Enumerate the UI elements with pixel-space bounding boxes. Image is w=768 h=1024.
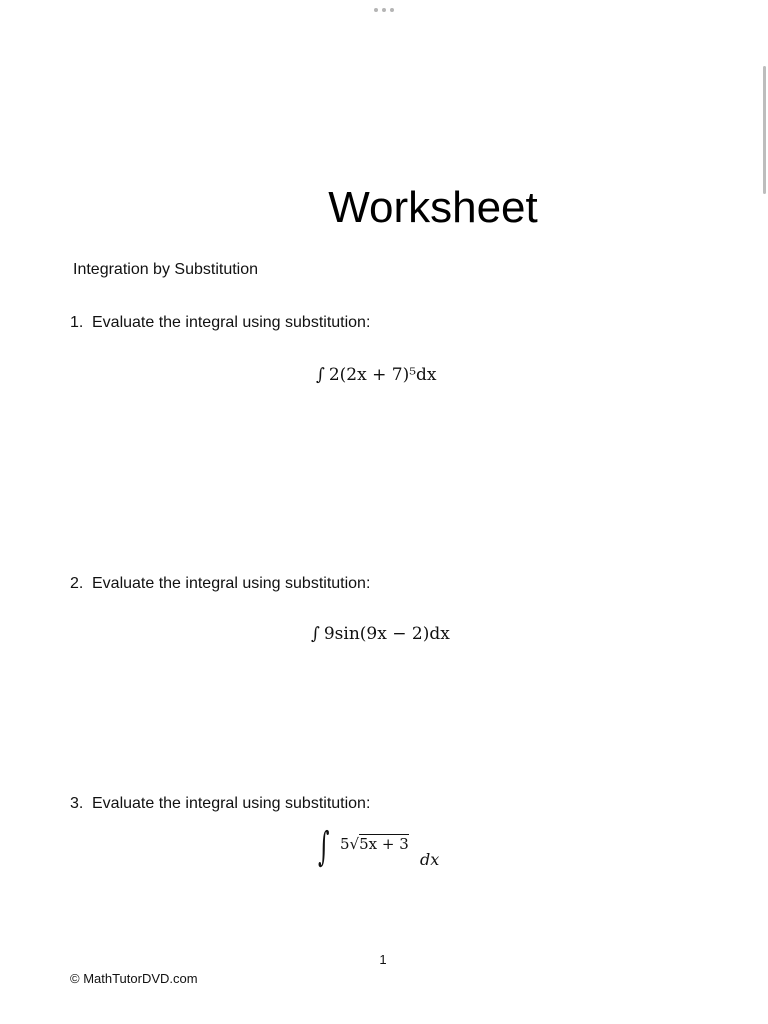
radicand: 5x + 3 (359, 835, 409, 853)
copyright-footer: © MathTutorDVD.com (70, 971, 198, 986)
problem-number: 3. (70, 795, 84, 812)
integral-sign: ∫ (311, 624, 320, 644)
problem-3-denominator: dx (420, 850, 440, 869)
dot (374, 8, 378, 12)
integrand: 9sin(9x − 2)dx (323, 624, 450, 644)
page-number: 1 (379, 952, 387, 967)
problem-text: Evaluate the integral using substitution: (92, 795, 371, 812)
dot (390, 8, 394, 12)
integrand: 2(2x + 7)⁵dx (328, 365, 437, 385)
integral-sign: ∫ (316, 365, 325, 385)
problem-2-integral (311, 623, 450, 645)
coefficient: 5 (340, 835, 350, 853)
integral-sign: ∫ (318, 824, 330, 870)
problem-number: 2. (70, 575, 84, 592)
problem-text: Evaluate the integral using substitution: (92, 575, 371, 592)
worksheet-subtitle: Integration by Substitution (73, 261, 259, 278)
more-options-icon[interactable] (374, 6, 394, 14)
problem-3-numerator (340, 834, 409, 854)
problem-1-integral (316, 364, 437, 386)
page-title: Worksheet (328, 183, 538, 232)
problem-text: Evaluate the integral using substitution: (92, 314, 371, 331)
problem-number: 1. (70, 314, 84, 331)
problem-2-instruction (70, 574, 370, 594)
vertical-scrollbar[interactable] (763, 66, 766, 194)
dot (382, 8, 386, 12)
problem-1-instruction (70, 313, 370, 333)
radical-sign: √ (349, 835, 360, 853)
problem-3-instruction (70, 794, 370, 814)
